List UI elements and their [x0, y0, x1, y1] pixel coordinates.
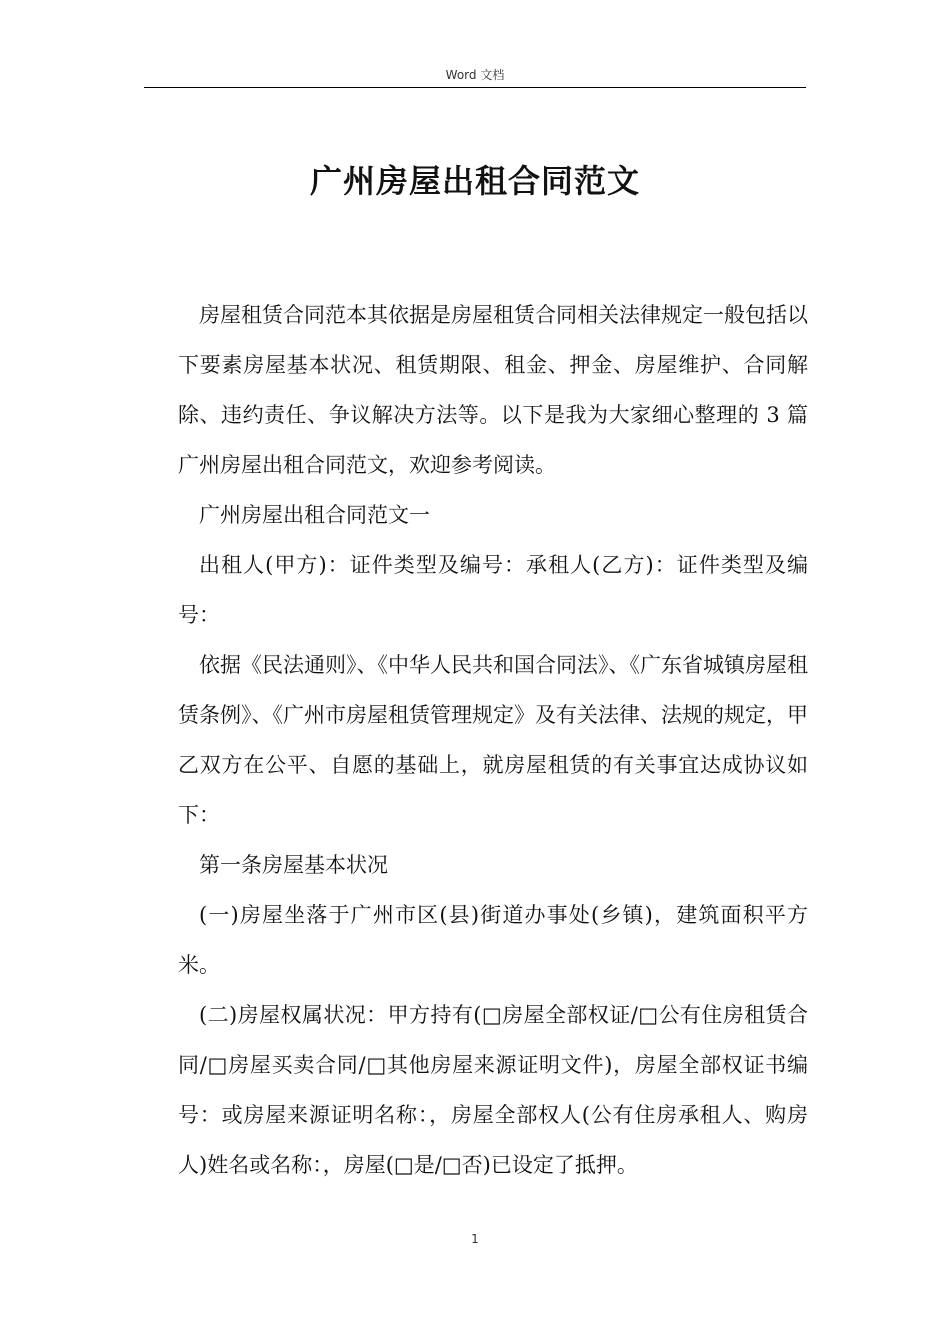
header-rule	[144, 87, 806, 88]
document-title: 广州房屋出租合同范文	[309, 162, 640, 200]
legal-basis-paragraph: 依据《民法通则》、《中华人民共和国合同法》、《广东省城镇房屋租赁条例》、《广州市房屋租赁管理规定》及有关法律、法规的规定，甲乙双方在公平、自愿的基础上，就房屋租赁的有关事宜达成协议如下：	[178, 653, 808, 827]
clause-paragraph: (一)房屋坐落于广州市区(县)街道办事处(乡镇)，建筑面积平方米。	[178, 903, 808, 977]
page-number: 1	[471, 1232, 479, 1246]
article-heading: 第一条房屋基本状况	[199, 853, 388, 877]
clause-paragraph: (二)房屋权属状况：甲方持有(□房屋全部权证/□公有住房租赁合同/□房屋买卖合同/□其他房屋来源证明文件)，房屋全部权证书编号：或房屋来源证明名称：，房屋全部权人(公有住房承租人、购房人)姓名或名称：，房屋(□是/□否)已设定了抵押。	[178, 1003, 808, 1177]
section-heading: 广州房屋出租合同范文一	[199, 503, 430, 527]
intro-paragraph: 房屋租赁合同范本其依据是房屋租赁合同相关法律规定一般包括以下要素房屋基本状况、租赁期限、租金、押金、房屋维护、合同解除、违约责任、争议解决方法等。以下是我为大家细心整理的 3 篇广州房屋出租合同范文，欢迎参考阅读。	[178, 303, 808, 477]
parties-paragraph: 出租人(甲方)：证件类型及编号：承租人(乙方)：证件类型及编号：	[178, 553, 808, 627]
page-header: Word 文档	[445, 68, 505, 82]
document-body	[178, 290, 808, 1190]
